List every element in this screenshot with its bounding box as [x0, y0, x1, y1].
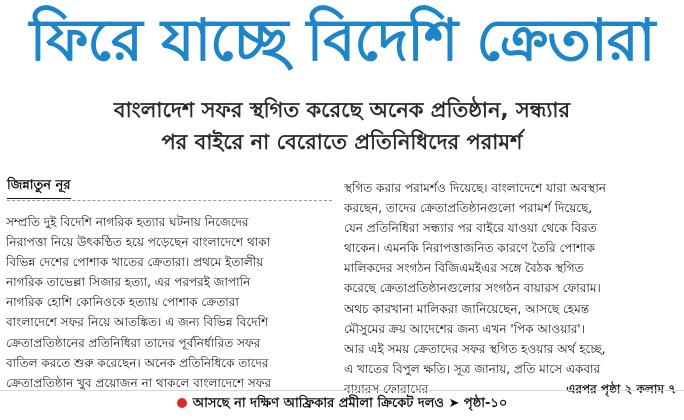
article-column-right: [344, 178, 676, 399]
article-line: বাংলাদেশে সফর নিয়ে আতঙ্কিত। এ জন্য বিভিন্ন বিদেশি: [6, 315, 269, 330]
article-line: এ খাতের বিপুল ক্ষতি। সূত্র জানায়, প্রতি মাসে একবার: [344, 361, 601, 376]
byline: জিন্নাতুন নূর: [7, 176, 71, 199]
article-line: মৌসুমের ক্রয় আদেশের জন্য এখন 'পিক আওয়ার'।: [344, 321, 586, 336]
article-column-left: [6, 212, 332, 393]
article-line: যেন প্রতিনিধিরা সন্ধ্যার পর বাইরে যাওয়া থেকে বিরত: [344, 221, 597, 236]
article-line: থাকেন। এমনকি নিরাপত্তাজনিত কারণে তৈরি পোশাক: [344, 241, 595, 256]
article-line: বিভিন্ন দেশের পোশাক খাতের ক্রেতারা। প্রথমে ইতালীয়: [6, 255, 264, 270]
article-line: নিরাপত্তা নিয়ে উৎকণ্ঠিত হয়ে পড়েছেন বাংলাদেশে থাকা: [6, 235, 271, 250]
byline-divider: [7, 200, 332, 201]
article-line: স্থগিত করার পরামর্শও দিয়েছে। বাংলাদেশে যারা অবস্থান: [344, 181, 606, 195]
deck-subheadline: [0, 94, 684, 158]
article-line: নাগরিক হোশি কোনিওকে হত্যায় পোশাক ক্রেতারা: [6, 295, 239, 310]
continued-jump-link[interactable]: এরপর পৃষ্ঠা ২ কলাম ৭: [566, 381, 676, 396]
article-line: বাতিল করতে শুরু করেছেন। অনেক প্রতিনিধিকে তাদের: [6, 355, 269, 370]
article-line: আর এই সময় ক্রেতাদের সফর স্থগিত হওয়ার অর্থ হচ্ছে,: [344, 341, 606, 356]
deck-line-2: পর বাইরে না বেরোতে প্রতিনিধিদের পরামর্শ: [161, 130, 523, 154]
article-line: সম্প্রতি দুই বিদেশি নাগরিক হত্যার ঘটনায় নিজেদের: [6, 215, 249, 229]
article-line: করেছে ক্রেতাপ্রতিষ্ঠানগুলোর সংগঠন বায়ারস ফোরাম।: [344, 281, 601, 296]
article-line: ক্রেতাপ্রতিষ্ঠানের প্রতিনিধিরা তাদের পূর্বনির্ধারিত সফর: [6, 335, 261, 350]
red-dot-bullet-icon: [177, 398, 187, 408]
article-line: মালিকদের সংগঠন বিজিএমইএর সঙ্গে বৈঠক স্থগিত: [344, 261, 584, 276]
footer-divider: [0, 390, 684, 391]
footer-teaser[interactable]: [0, 394, 684, 415]
article-line: ক্রেতাপ্রতিষ্ঠান খুব প্রয়োজন না থাকলে বাংলাদেশে সফর: [6, 375, 272, 390]
article-line: বায়ারস ফোরামের: [344, 381, 429, 396]
footer-teaser-text: আসছে না দক্ষিণ আফ্রিকার প্রমীলা ক্রিকেট দলও ➤ পৃষ্ঠা-১০: [192, 396, 508, 411]
article-line: নাগরিক তাভেল্লা সিজার হত্যা, এর পরপরই জাপানি: [6, 275, 251, 290]
article-line: অথচ কারখানা মালিকরা জানিয়েছেন, আসছে হেমন্ত: [344, 301, 590, 316]
headline: ফিরে যাচ্ছে বিদেশি ক্রেতারা: [29, 6, 655, 74]
article-line: করছেন, তাদের ক্রেতাপ্রতিষ্ঠানগুলো পরামর্শ দিয়েছে,: [344, 201, 593, 216]
deck-line-1: বাংলাদেশ সফর স্থগিত করেছে অনেক প্রতিষ্ঠান, সন্ধ্যার: [113, 98, 571, 122]
